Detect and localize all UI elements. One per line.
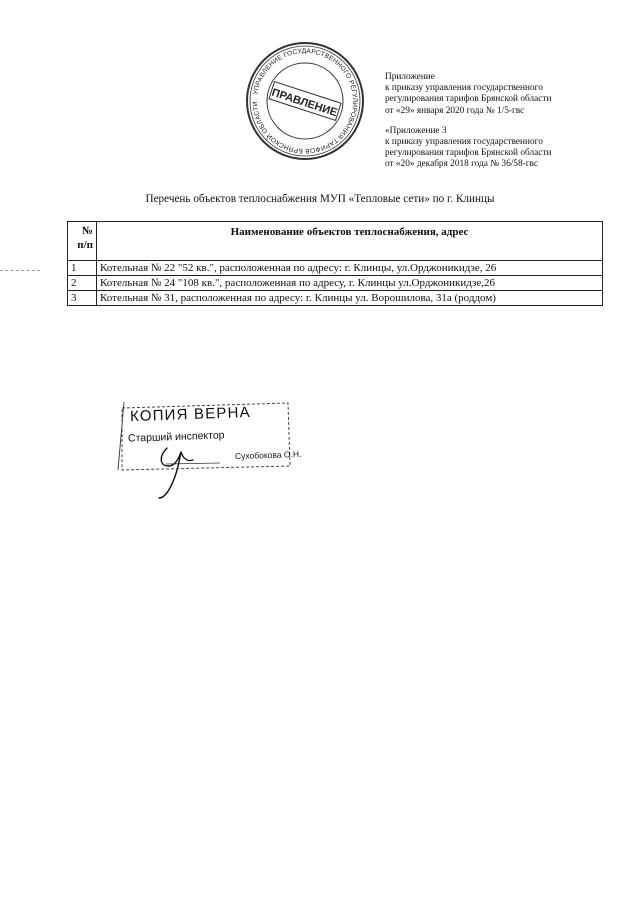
row-name: Котельная № 22 "52 кв.", расположенная по адресу: г. Клинцы, ул.Орджоникидзе, 26 [97,261,603,276]
appendix-header [385,72,625,171]
row-number: 1 [68,261,97,276]
appendix-line: Приложение [385,72,435,82]
appendix-line: к приказу управления государственного [385,83,543,94]
document-title: Перечень объектов теплоснабжения МУП «Тепловые сети» по г. Клинцы [145,193,495,205]
objects-table [67,221,603,306]
row-name: Котельная № 24 "108 кв.", расположенная по адресу, г. Клинцы ул.Орджоникидзе,26 [97,276,603,291]
copy-stamp-role: Старший инспектор [127,429,225,445]
appendix-line: к приказу управления государственного [385,137,543,148]
row-number: 3 [68,291,97,306]
svg-text:УПРАВЛЕНИЕ ГОСУДАРСТВЕННОГО РЕ: УПРАВЛЕНИЕ ГОСУДАРСТВЕННОГО РЕГУЛИРОВАНИЯ ТАРИФОВ БРЯНСКОЙ ОБЛАСТИ [251,47,359,155]
table-header-row [68,222,603,261]
appendix-line: от «20» декабря 2018 года № 36/58-гвс [385,159,538,170]
official-seal [244,40,366,162]
margin-mark [0,270,40,271]
header-name: Наименование объектов теплоснабжения, адрес [97,222,603,261]
header-number-line2: п/п [77,239,93,251]
appendix-line: регулирования тарифов Брянской области [385,94,552,105]
header-number [68,222,97,261]
table-row [68,261,603,276]
appendix-line: «Приложение 3 [385,125,447,136]
appendix-line: регулирования тарифов Брянской области [385,148,552,159]
table-row [68,276,603,291]
copy-stamp-person: Сухобокова О.Н. [234,448,302,462]
appendix-line: от «29» января 2020 года № 1/5-гвс [385,105,525,116]
row-name: Котельная № 31, расположенная по адресу: г. Клинцы ул. Ворошилова, 31а (роддом) [97,291,603,306]
svg-text:ПРАВЛЕНИЕ: ПРАВЛЕНИЕ [270,86,339,120]
table-row [68,291,603,306]
row-number: 2 [68,276,97,291]
copy-stamp-title: КОПИЯ ВЕРНА [129,403,252,426]
signature-icon [145,440,225,500]
header-number-line1: № [81,225,93,237]
